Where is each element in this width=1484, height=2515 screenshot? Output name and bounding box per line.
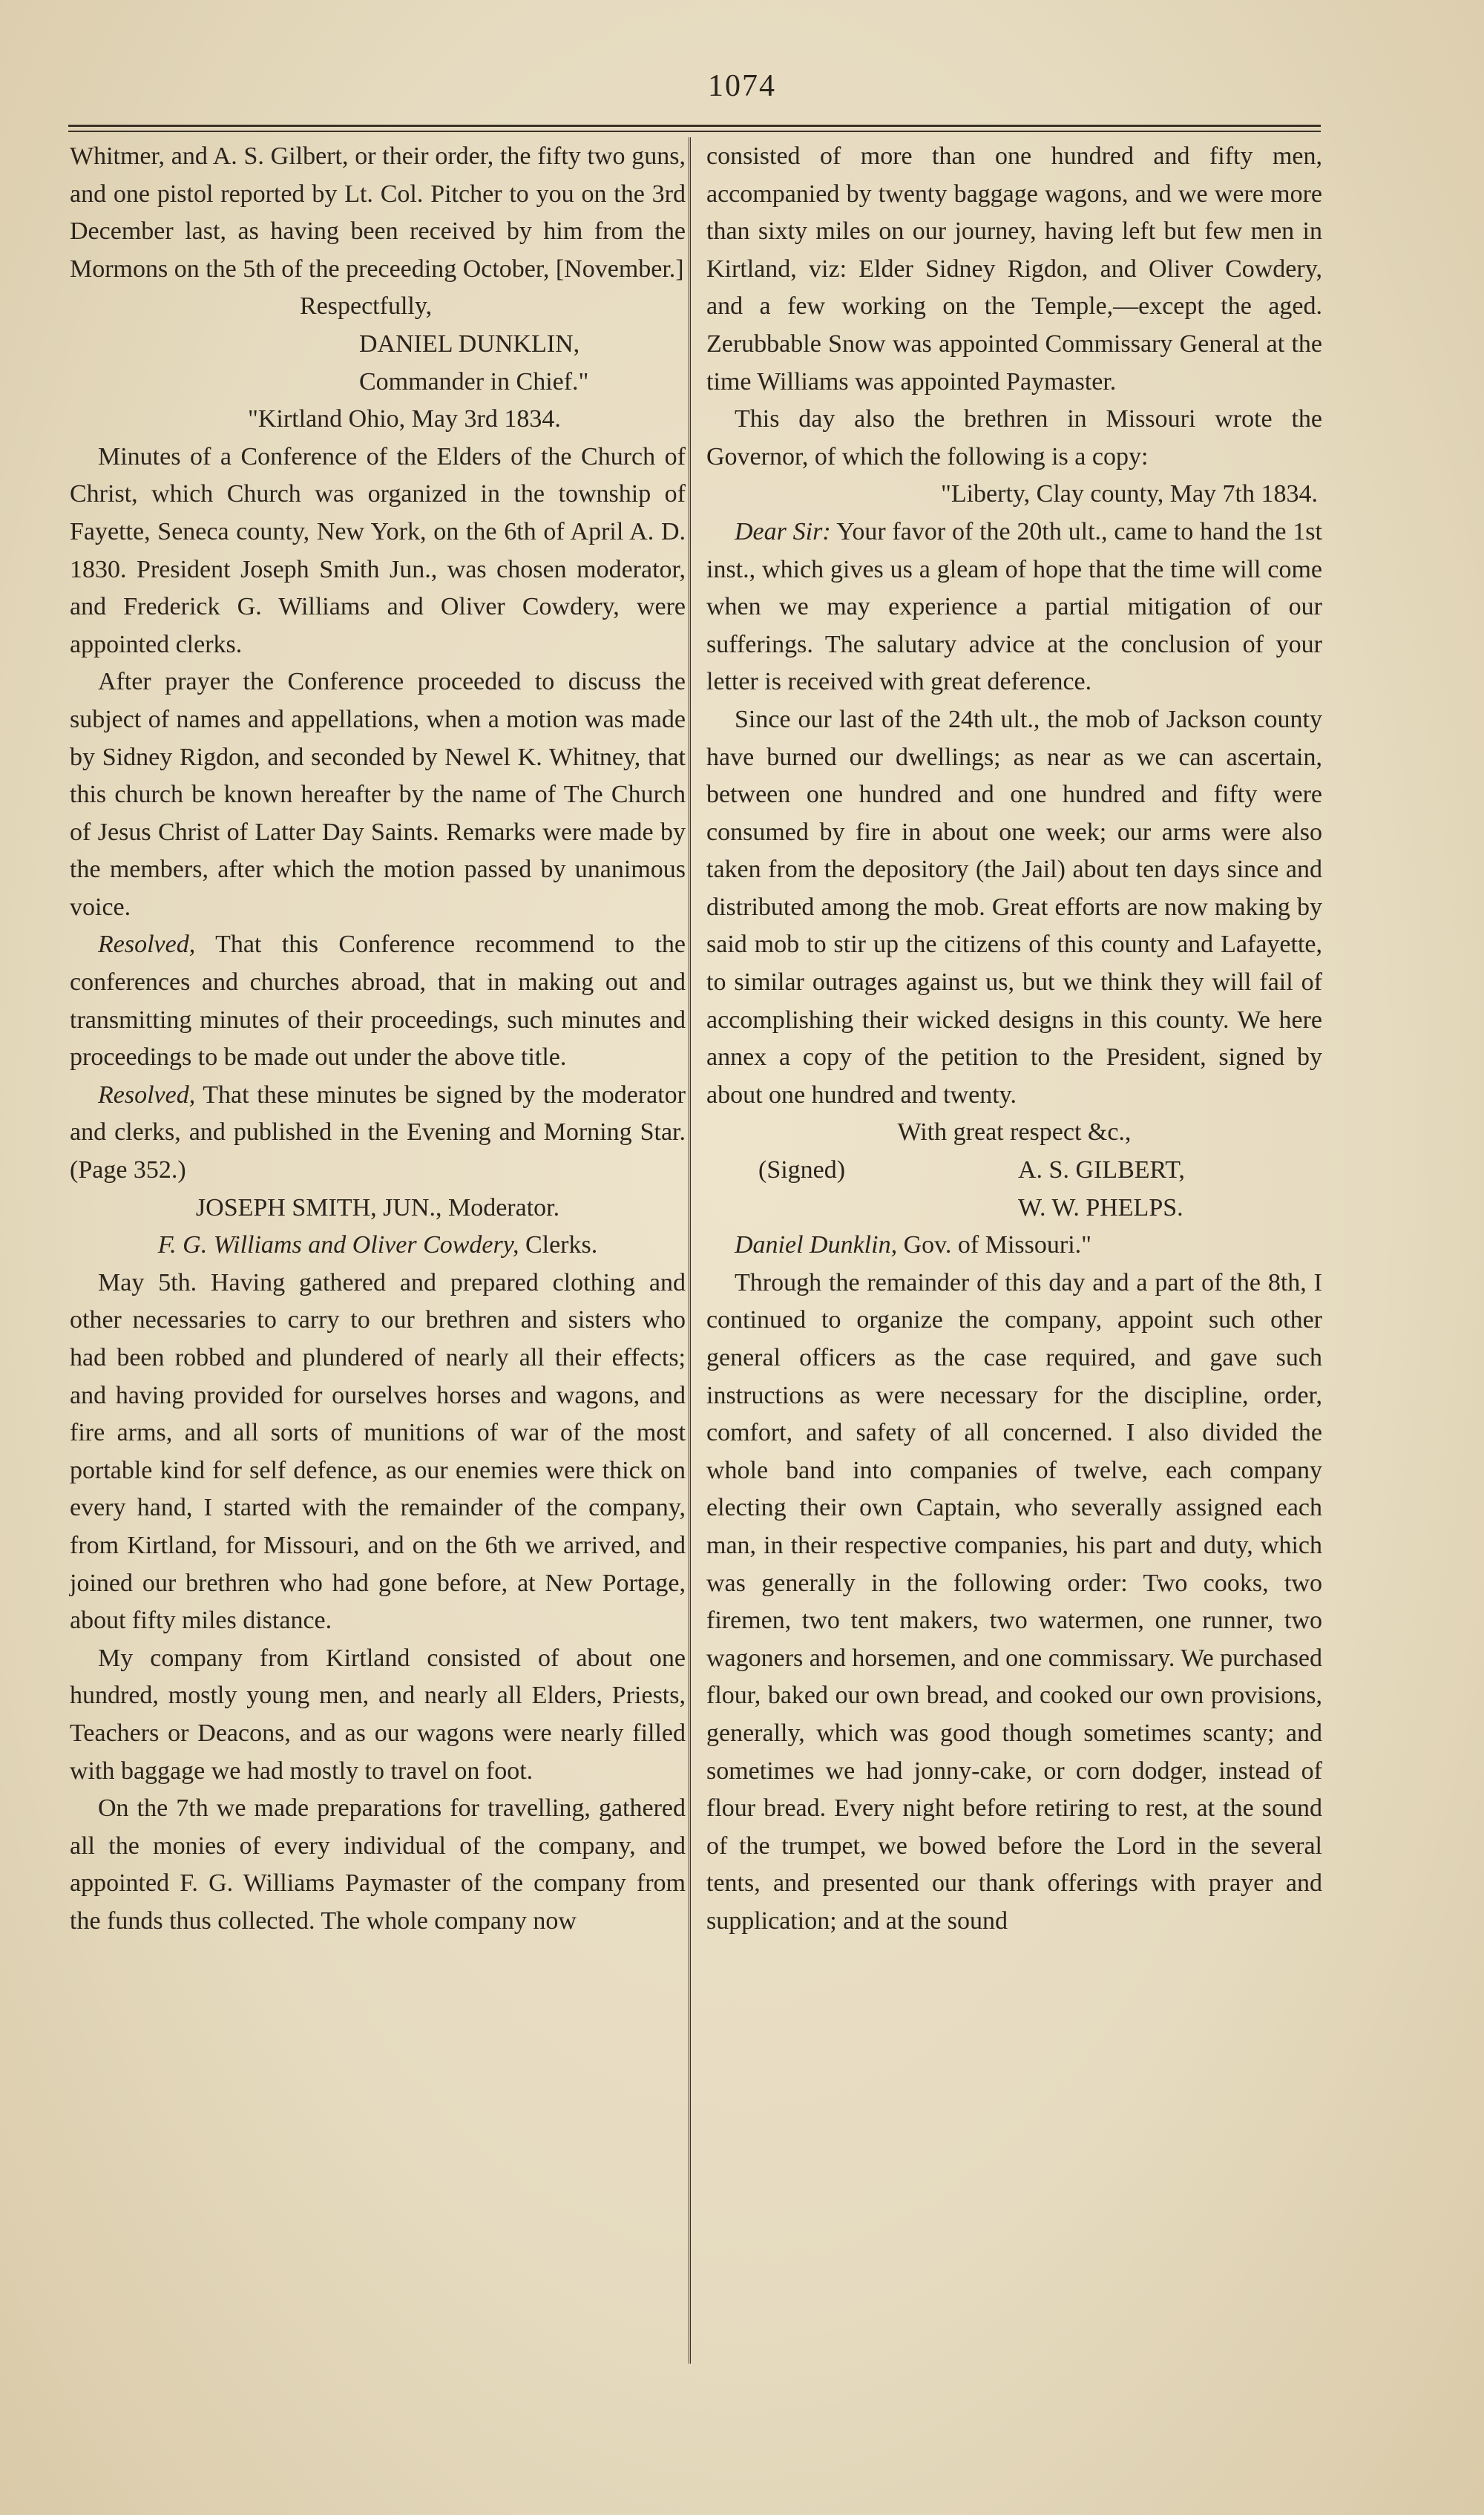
dateline: "Liberty, Clay county, May 7th 1834. bbox=[940, 480, 1318, 508]
addressee-name: Daniel Dunklin, bbox=[735, 1231, 898, 1259]
right-column bbox=[706, 138, 1322, 1941]
paragraph: Whitmer, and A. S. Gilbert, or their order, the fifty two guns, and one pistol reported by Lt. Col. Pitcher to you on the 3rd December last, as having been received by him from the Mormons on the 5th of the preceeding October, [November.] bbox=[70, 142, 686, 283]
header-rule-thin bbox=[68, 131, 1321, 132]
header-rule bbox=[68, 125, 1321, 127]
paragraph: Minutes of a Conference of the Elders of the Church of Christ, which Church was organized in the township of Fayette, Seneca county, New York, on the 6th of April A. D. 1830. President Joseph Smith Jun., was chosen moderator, and Frederick G. Williams and Oliver Cowdery, were appointed clerks. bbox=[70, 442, 686, 658]
signer-names bbox=[936, 1152, 1185, 1227]
moderator-signature: JOSEPH SMITH, JUN., Moderator. bbox=[195, 1193, 560, 1222]
clerks-signature bbox=[70, 1227, 686, 1265]
left-column bbox=[70, 138, 686, 1941]
paragraph bbox=[70, 926, 686, 1076]
resolved-lead: Resolved, bbox=[98, 1081, 196, 1109]
column-divider bbox=[689, 137, 691, 2364]
resolved-text: That this Conference recommend to the conferences and churches abroad, that in making out and transmitting minutes of their proceedings, such minutes and proceedings to be made out under the above title. bbox=[70, 931, 686, 1072]
paragraph: May 5th. Having gathered and prepared clothing and other necessaries to carry to our brethren and sisters who had been robbed and plundered of nearly all their effects; and having provided for ourselves horses and wagons, and fire arms, and all sorts of munitions of war of the most portable kind for self defence, as our enemies were thick on every hand, I started with the remainder of the company, from Kirtland, for Missouri, and on the 6th we arrived, and joined our brethren who had gone before, at New Portage, about fifty miles distance. bbox=[70, 1268, 686, 1635]
clerks-label: Clerks. bbox=[519, 1231, 598, 1259]
paragraph bbox=[70, 1077, 686, 1190]
paragraph: After prayer the Conference proceeded to discuss the subject of names and appellations, when a motion was made by Sidney Rigdon, and seconded by Newel K. Whitney, that this church be known hereafter by the name of The Church of Jesus Christ of Latter Day Saints. Remarks were made by the members, after which the motion passed by unanimous voice. bbox=[70, 668, 686, 921]
signer-name: A. S. GILBERT, bbox=[1018, 1156, 1185, 1184]
salutation: Dear Sir: bbox=[735, 517, 831, 545]
addressee-title: Gov. of Missouri." bbox=[897, 1231, 1092, 1259]
resolved-text: That these minutes be signed by the moderator and clerks, and published in the Evening and Morning Star. (Page 352.) bbox=[70, 1081, 686, 1184]
paragraph: consisted of more than one hundred and fifty men, accompanied by twenty baggage wagons, and we were more than sixty miles on our journey, having left but few men in Kirtland, viz: Elder Sidney Rigdon, and Oliver Cowdery, and a few working on the Temple,—except the aged. Zerubbable Snow was appointed Commissary General at the time Williams was appointed Paymaster. bbox=[706, 142, 1322, 396]
paragraph: Since our last of the 24th ult., the mob of Jackson county have burned our dwellings; as near as we can ascertain, between one hundred and one hundred and fifty were consumed by fire in about one week; our arms were also taken from the depository (the Jail) about ten days since and distributed among the mob. Great efforts are now making by said mob to stir up the citizens of this county and Lafayette, to similar outrages against us, but we think they will fail of accomplishing their wicked designs in this county. We here annex a copy of the petition to the President, signed by about one hundred and twenty. bbox=[706, 705, 1322, 1109]
paragraph: Through the remainder of this day and a part of the 8th, I continued to organize the company, appoint such other general officers as the case required, and gave such instructions as were necessary for the discipline, order, comfort, and safety of all concerned. I also divided the whole band into companies of twelve, each company electing their own Captain, who severally assigned each man, in their respective companies, his part and duty, which was generally in the following order: Two cooks, two firemen, two tent makers, two watermen, one runner, two wagoners and horsemen, and one commissary. We purchased flour, baked our own bread, and cooked our own provisions, generally, which was good though sometimes scanty; and sometimes we had jonny-cake, or corn dodger, instead of flour bread. Every night before retiring to rest, at the sound of the trumpet, we bowed before the Lord in the several tents, and presented our thank offerings with prayer and supplication; and at the sound bbox=[706, 1268, 1323, 1935]
addressee bbox=[706, 1227, 1322, 1265]
clerks-names: F. G. Williams and Oliver Cowdery, bbox=[157, 1231, 519, 1259]
signer-title: Commander in Chief." bbox=[359, 367, 589, 396]
closing: Respectfully, bbox=[300, 292, 433, 321]
dateline: "Kirtland Ohio, May 3rd 1834. bbox=[248, 405, 561, 433]
signer-name: DANIEL DUNKLIN, bbox=[359, 329, 580, 358]
signer-name: W. W. PHELPS. bbox=[1018, 1193, 1183, 1222]
paragraph: This day also the brethren in Missouri wrote the Governor, of which the following is a copy: bbox=[706, 405, 1322, 470]
paragraph: My company from Kirtland consisted of about one hundred, mostly young men, and nearly all Elders, Priests, Teachers or Deacons, and as our wagons were nearly filled with baggage we had mostly to travel on foot. bbox=[70, 1644, 686, 1785]
signature-block bbox=[706, 1152, 1322, 1227]
page-number: 1074 bbox=[708, 69, 776, 103]
letter-text: Your favor of the 20th ult., came to hand the 1st inst., which gives us a gleam of hope that the time will come when we may experience a partial mitigation of our sufferings. The salutary advice at the conclusion of your letter is received with great deference. bbox=[706, 517, 1322, 696]
signed-label: (Signed) bbox=[758, 1156, 846, 1184]
closing: With great respect &c., bbox=[897, 1118, 1132, 1147]
resolved-lead: Resolved, bbox=[98, 931, 196, 959]
paragraph bbox=[706, 514, 1322, 701]
paragraph: On the 7th we made preparations for travelling, gathered all the monies of every individual of the company, and appointed F. G. Williams Paymaster of the company from the funds thus collected. The whole company now bbox=[70, 1794, 686, 1935]
